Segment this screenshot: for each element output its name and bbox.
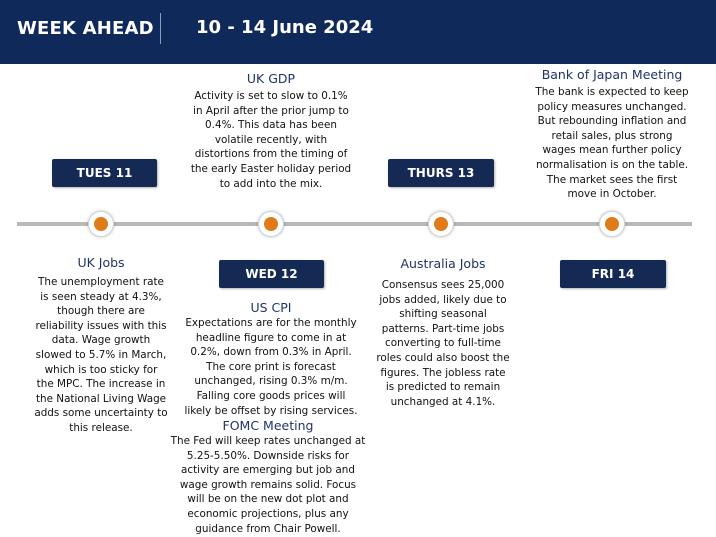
timeline-node-thurs: [428, 211, 454, 237]
event-text-fomc: The Fed will keep rates unchanged at 5.25-5.50%. Downside risks for activity are emerging but job and wage growth remains solid. Focus will be on the new dot plot and economic projections, plus any guidance from Chair Powell.: [170, 435, 366, 535]
event-title-uk-jobs: UK Jobs: [77, 255, 125, 270]
timeline-node-tues: [88, 211, 114, 237]
event-title-fomc: FOMC Meeting: [222, 418, 314, 433]
day-box-thurs: THURS 13: [388, 159, 494, 187]
event-title-us-cpi: US CPI: [250, 300, 292, 315]
event-title-uk-gdp: UK GDP: [246, 71, 296, 86]
event-text-uk-gdp: Activity is set to slow to 0.1% in April after the prior jump to 0.4%. This data has been volatile recently, with distortions from the timing of the early Easter holiday period to add into the mix.: [190, 90, 352, 190]
timeline-line: [17, 222, 692, 226]
header-divider: [160, 13, 161, 44]
event-text-aus-jobs: Consensus sees 25,000 jobs added, likely due to shifting seasonal patterns. Part-time jobs converting to full-time roles could also boost the figures. The jobless rate is predicted to remain unchanged at 4.1%.: [376, 279, 510, 408]
header-dates: 10 - 14 June 2024: [196, 17, 374, 38]
event-title-aus-jobs: Australia Jobs: [400, 256, 486, 271]
day-box-fri: FRI 14: [560, 260, 666, 288]
header-brand: WEEK AHEAD: [17, 18, 154, 39]
day-box-tues: TUES 11: [52, 159, 157, 187]
timeline-node-fri: [599, 211, 625, 237]
header-bar: [0, 0, 716, 64]
timeline-node-wed: [258, 211, 284, 237]
event-text-us-cpi: Expectations are for the monthly headline figure to come in at 0.2%, down from 0.3% in April. The core print is forecast unchanged, rising 0.3% m/m. Falling core goods prices will likely be offset by rising services.: [184, 317, 358, 417]
day-box-wed: WED 12: [219, 260, 324, 288]
event-title-boj: Bank of Japan Meeting: [541, 67, 683, 82]
event-text-uk-jobs: The unemployment rate is seen steady at 4.3%, though there are reliability issues with this data. Wage growth slowed to 5.7% in March, which is too sticky for the MPC. The increase in the National Living Wage adds some uncertainty to this release.: [34, 276, 168, 434]
event-text-boj: The bank is expected to keep policy measures unchanged. But rebounding inflation and retail sales, plus strong wages mean further policy normalisation is on the table. The market sees the first move in October.: [535, 86, 689, 201]
